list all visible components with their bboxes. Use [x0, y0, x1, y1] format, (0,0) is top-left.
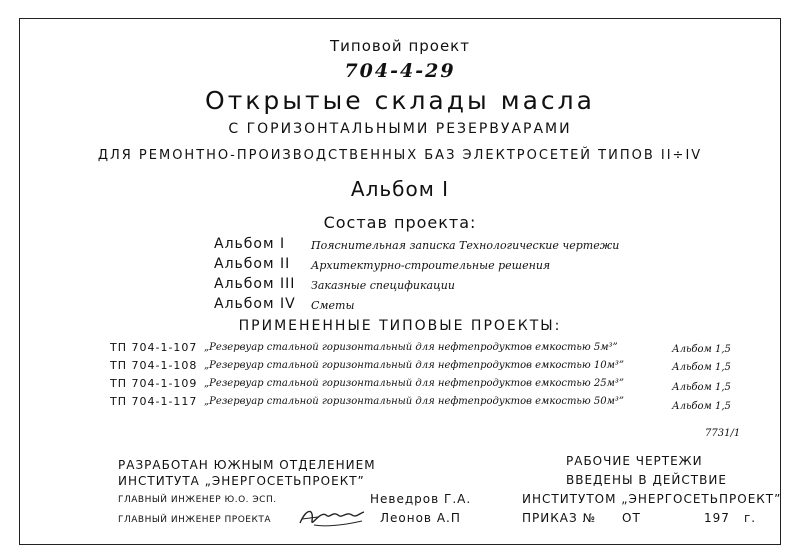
composition-album-1: Альбом I: [214, 236, 286, 252]
developer-line-1: РАЗРАБОТАН ЮЖНЫМ ОТДЕЛЕНИЕМ: [118, 458, 376, 472]
composition-text-1: Пояснительная записка Технологические чертежи: [311, 239, 620, 252]
composition-album-2: Альбом II: [214, 256, 291, 272]
intro-line-1: РАБОЧИЕ ЧЕРТЕЖИ: [566, 454, 703, 468]
order-year: 197: [704, 511, 730, 525]
applied-code-4: ТП 704-1-117: [110, 395, 198, 408]
applied-text-3: „Резервуар стальной горизонтальный для нефтепродуктов емкостью 25м³”: [204, 378, 624, 389]
applied-code-3: ТП 704-1-109: [110, 377, 198, 390]
composition-album-4: Альбом IV: [214, 296, 296, 312]
chief-engineer-name: Неведров Г.А.: [370, 492, 472, 506]
composition-text-2: Архитектурно-строительные решения: [311, 259, 551, 272]
order-from: ОТ: [622, 511, 641, 525]
chief-engineer-label: ГЛАВНЫЙ ИНЖЕНЕР Ю.О. ЭСП.: [118, 495, 277, 505]
intro-line-3: ИНСТИТУТОМ „ЭНЕРГОСЕТЬПРОЕКТ”: [522, 492, 782, 506]
composition-text-3: Заказные спецификации: [311, 279, 455, 292]
signature: [296, 503, 368, 529]
applied-album-3: Альбом 1,5: [672, 382, 731, 393]
applied-code-1: ТП 704-1-107: [110, 341, 198, 354]
project-engineer-label: ГЛАВНЫЙ ИНЖЕНЕР ПРОЕКТА: [118, 515, 272, 525]
applied-text-2: „Резервуар стальной горизонтальный для нефтепродуктов емкостью 10м³”: [204, 360, 624, 371]
subtitle-line-2: ДЛЯ РЕМОНТНО-ПРОИЗВОДСТВЕННЫХ БАЗ ЭЛЕКТРОСЕТЕЙ ТИПОВ II÷IV: [97, 148, 703, 163]
applied-album-1: Альбом 1,5: [672, 344, 731, 355]
applied-album-4: Альбом 1,5: [672, 401, 731, 412]
applied-text-4: „Резервуар стальной горизонтальный для нефтепродуктов емкостью 50м³”: [204, 396, 624, 407]
project-number: 704-4-29: [344, 60, 456, 82]
composition-album-3: Альбом III: [214, 276, 296, 292]
project-engineer-name: Леонов А.П: [380, 511, 461, 525]
applied-projects-heading: ПРИМЕНЕННЫЕ ТИПОВЫЕ ПРОЕКТЫ:: [238, 318, 562, 334]
applied-album-2: Альбом 1,5: [672, 362, 731, 373]
album-title: Альбом I: [350, 177, 450, 201]
composition-text-4: Сметы: [311, 299, 355, 312]
applied-text-1: „Резервуар стальной горизонтальный для нефтепродуктов емкостью 5м³”: [204, 342, 618, 353]
developer-line-2: ИНСТИТУТА „ЭНЕРГОСЕТЬПРОЕКТ”: [118, 474, 365, 488]
composition-heading: Состав проекта:: [323, 213, 477, 232]
inventory-mark: 7731/1: [705, 428, 741, 439]
applied-code-2: ТП 704-1-108: [110, 359, 198, 372]
intro-line-2: ВВЕДЕНЫ В ДЕЙСТВИЕ: [566, 473, 727, 487]
order-year-suffix: г.: [744, 511, 757, 525]
subtitle-line-1: С ГОРИЗОНТАЛЬНЫМИ РЕЗЕРВУАРАМИ: [228, 121, 572, 137]
order-label: ПРИКАЗ №: [522, 511, 596, 525]
document-title: Открытые склады масла: [205, 86, 595, 115]
typical-project-label: Типовой проект: [330, 37, 470, 55]
